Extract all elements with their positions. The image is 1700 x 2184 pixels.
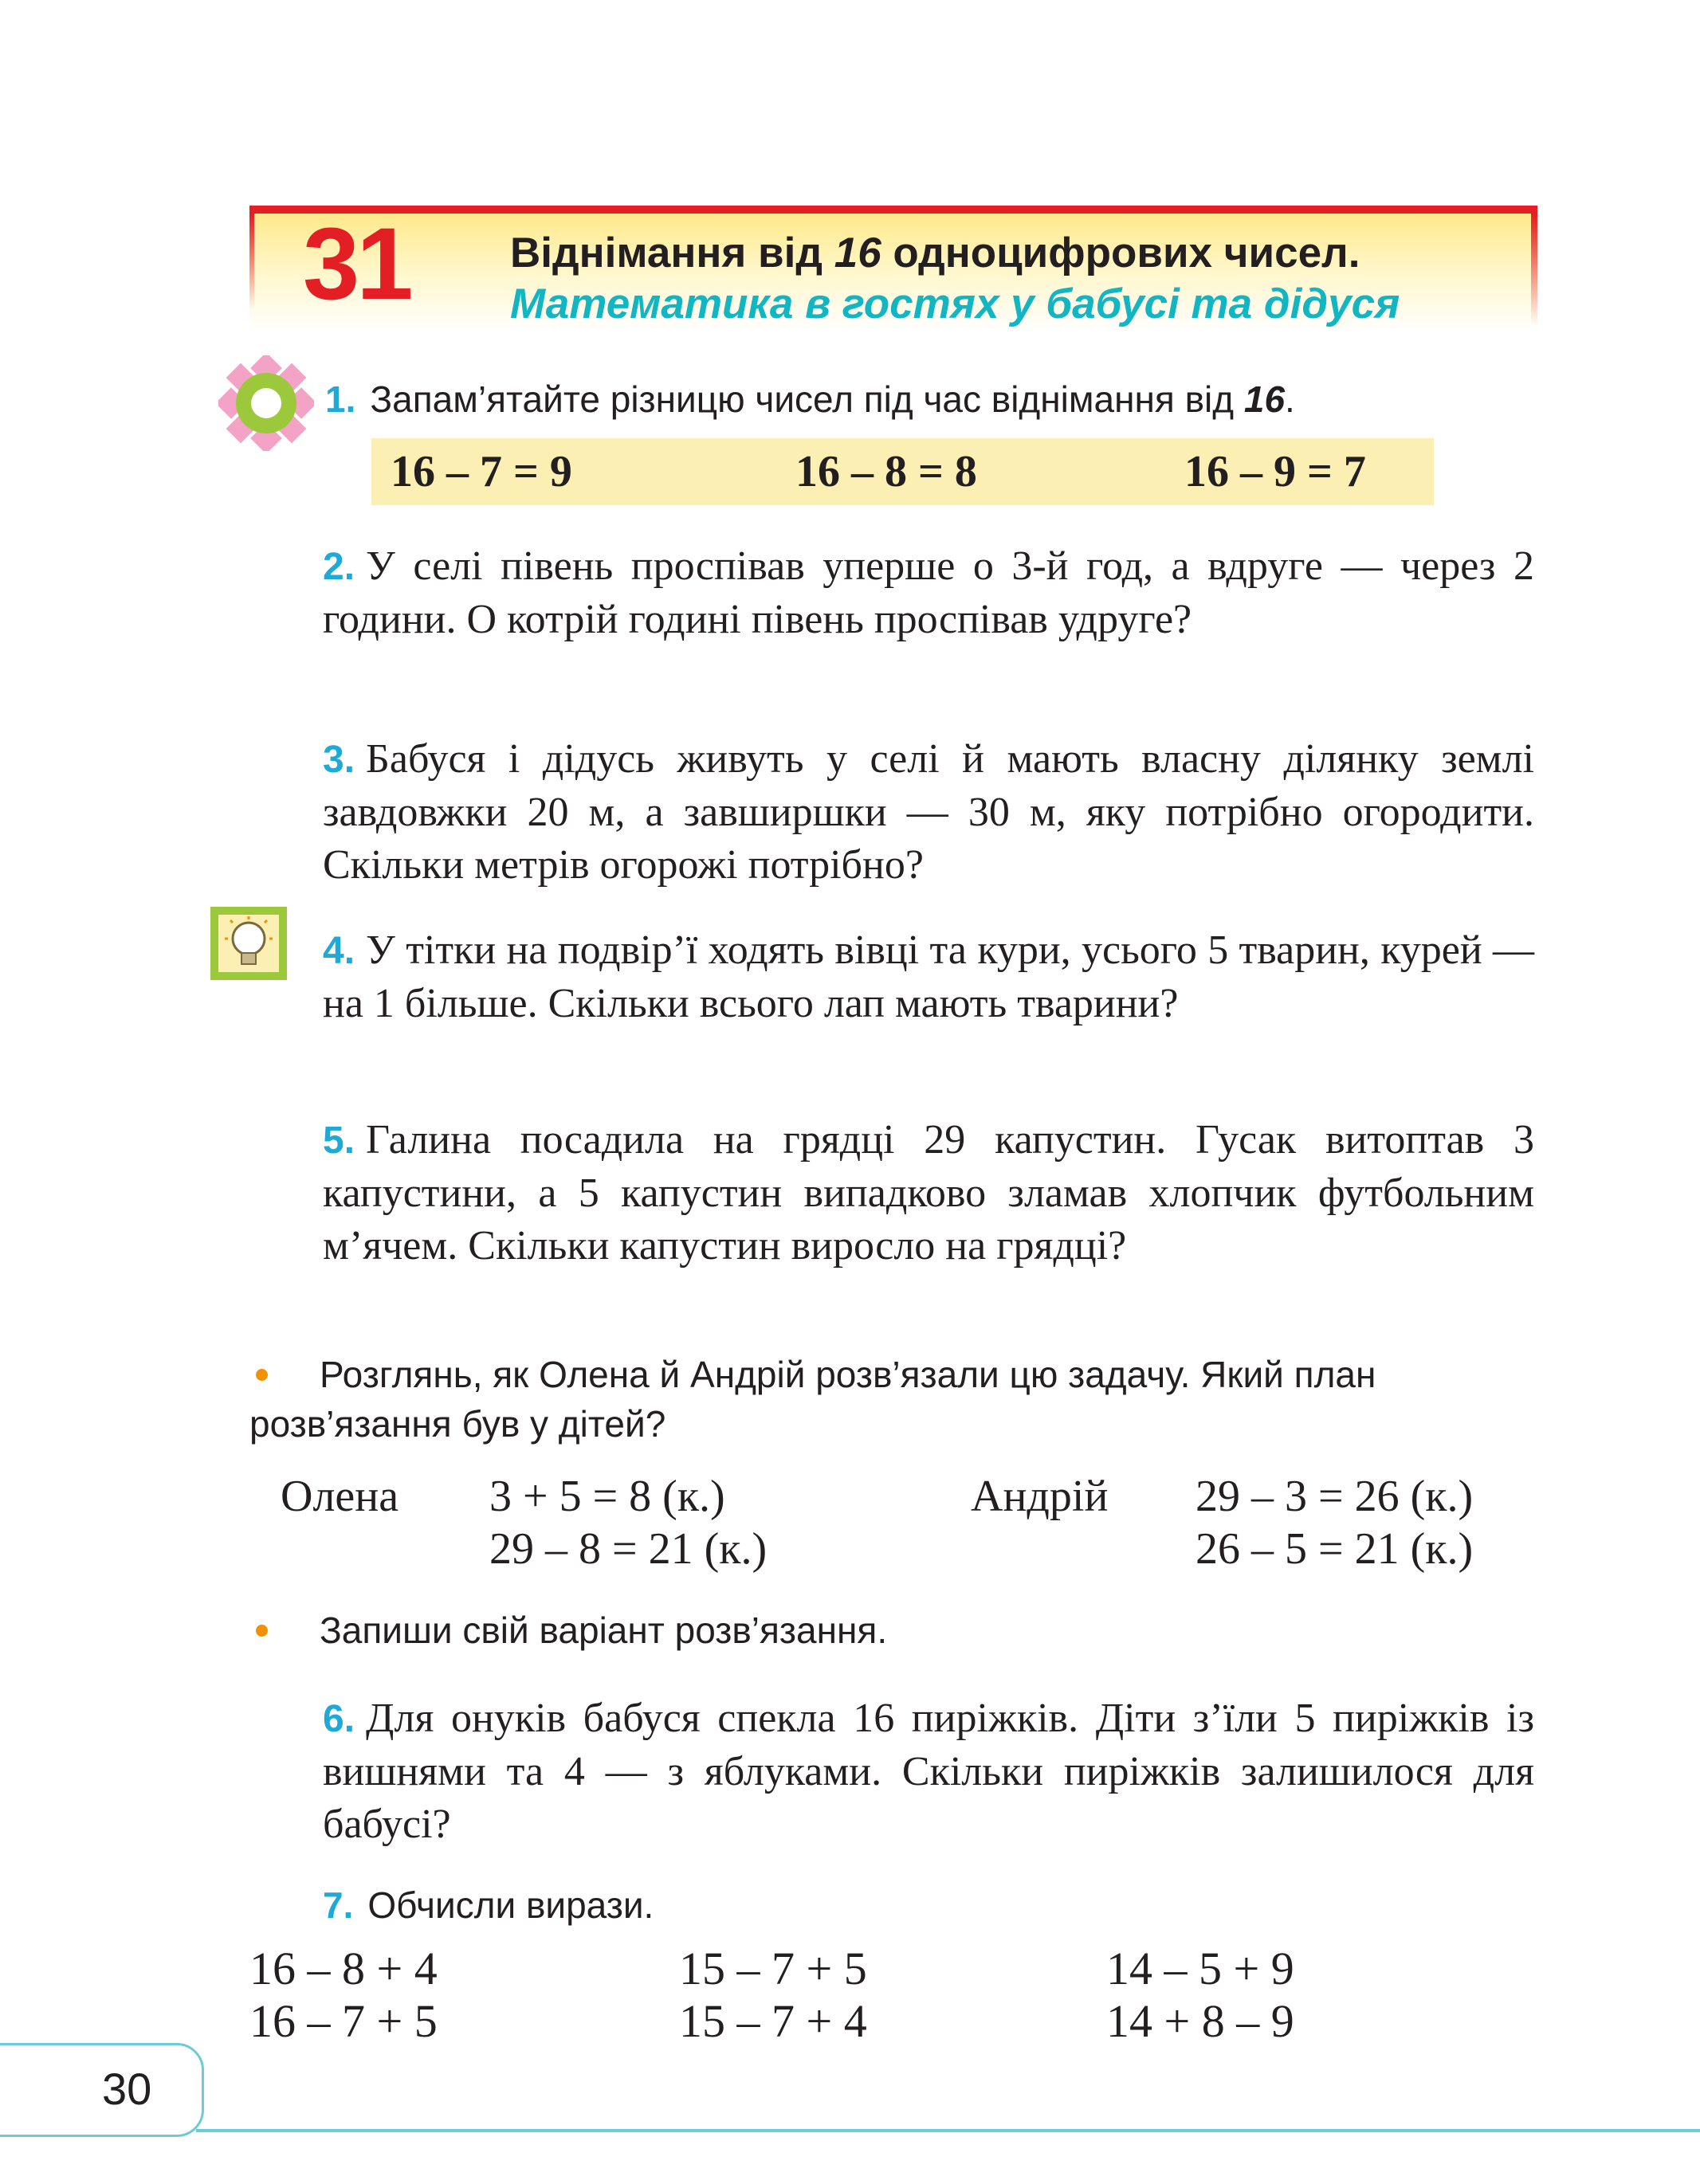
task-3-text: Бабуся і дідусь живуть у селі й мають власну ділянку землі завдовжки 20 м, а завширшки — 30 м, яку потрібно огородити. Скільки метрів огорожі потрібно? xyxy=(323,736,1534,888)
andrii-step: 29 – 3 = 26 (к.) xyxy=(1195,1472,1474,1521)
task-4 xyxy=(249,924,1534,1030)
memo-equation: 16 – 7 = 9 xyxy=(391,447,572,496)
olena-name: Олена xyxy=(281,1472,399,1521)
lesson-title xyxy=(510,228,1360,279)
expression: 15 – 7 + 4 xyxy=(679,1995,867,2047)
expression: 14 + 8 – 9 xyxy=(1106,1995,1294,2047)
task-7-number: 7. xyxy=(323,1884,354,1926)
memo-equation: 16 – 9 = 7 xyxy=(1184,447,1366,496)
expression: 16 – 8 + 4 xyxy=(249,1943,438,1994)
title-number: 16 xyxy=(834,229,881,276)
flower-icon xyxy=(218,355,314,451)
expression: 15 – 7 + 5 xyxy=(679,1943,867,1994)
task-7-text: Обчисли вирази. xyxy=(367,1884,654,1926)
footer-line xyxy=(196,2129,1700,2132)
task-4-number: 4. xyxy=(323,930,355,972)
task-1-line xyxy=(325,373,1295,425)
task-3-number: 3. xyxy=(323,739,355,781)
task-1-text-after: . xyxy=(1285,378,1295,420)
task-6-number: 6. xyxy=(323,1698,355,1740)
task-1-text-number: 16 xyxy=(1243,378,1286,420)
title-prefix: Віднімання від xyxy=(510,229,834,276)
task-5-number: 5. xyxy=(323,1119,355,1162)
lesson-subtitle: Математика в гостях у бабусі та дідуся xyxy=(510,280,1400,327)
page-number: 30 xyxy=(102,2064,152,2114)
task-7-line xyxy=(323,1879,654,1931)
task-1-text-before: Запам’ятайте різницю чисел під час віднімання від xyxy=(370,378,1244,420)
task-4-text: У тітки на подвір’ї ходять вівці та кури, усього 5 тварин, курей — на 1 більше. Скільки всього лап мають тварини? xyxy=(323,927,1534,1026)
lesson-number: 31 xyxy=(303,207,410,321)
task-2-text: У селі півень проспівав уперше о 3-й год, а вдруге — через 2 години. О котрій годині півень проспівав удруге? xyxy=(323,543,1534,642)
olena-step: 3 + 5 = 8 (к.) xyxy=(489,1472,725,1521)
task-6 xyxy=(249,1692,1534,1851)
task-5-bullet-2: Запиши свій варіант розв’язання. xyxy=(320,1610,888,1651)
memo-equation: 16 – 8 = 8 xyxy=(795,447,977,496)
task-3 xyxy=(249,733,1534,892)
expression: 14 – 5 + 9 xyxy=(1106,1943,1294,1994)
task-2-number: 2. xyxy=(323,546,355,588)
task-5 xyxy=(249,1114,1534,1272)
olena-step: 29 – 8 = 21 (к.) xyxy=(489,1524,768,1574)
header-right-edge xyxy=(1531,214,1537,325)
title-suffix: одноцифрових чисел. xyxy=(881,229,1360,276)
task-6-text: Для онуків бабуся спекла 16 пиріжків. Діти з’їли 5 пиріжків із вишнями та 4 — з яблуками. Скільки пиріжків залишилося для бабусі? xyxy=(323,1696,1534,1847)
andrii-name: Андрій xyxy=(971,1472,1109,1521)
task-5-bullet-1: Розглянь, як Олена й Андрій розв’язали цю задачу. Який план розв’язання був у дітей? xyxy=(249,1354,1376,1445)
task-2 xyxy=(249,540,1534,646)
task-5-text: Галина посадила на грядці 29 капустин. Гусак витоптав 3 капустини, а 5 капустин випадково зламав хлопчик футбольним м’ячем. Скільки капустин виросло на грядці? xyxy=(323,1117,1534,1268)
andrii-step: 26 – 5 = 21 (к.) xyxy=(1195,1524,1474,1574)
bullet-dot xyxy=(256,1625,268,1637)
task-1-number: 1. xyxy=(325,378,356,420)
header-left-edge xyxy=(249,214,254,309)
expression: 16 – 7 + 5 xyxy=(249,1995,438,2047)
